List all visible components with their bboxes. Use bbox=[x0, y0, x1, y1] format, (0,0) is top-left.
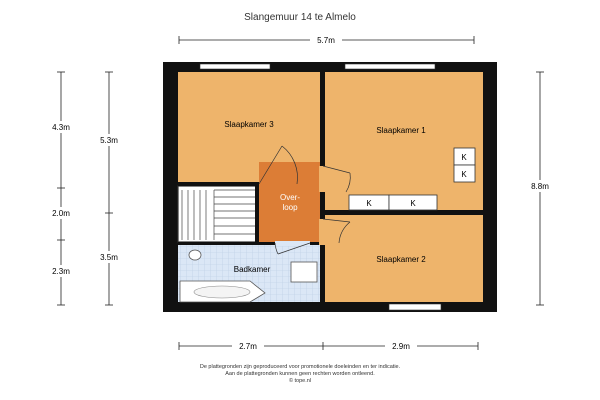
closet-label: K bbox=[366, 199, 372, 208]
dimension-left-inner-2: 3.5m bbox=[100, 253, 118, 262]
dimension-bottom-left-width: 2.7m bbox=[239, 342, 257, 351]
page-title: Slangemuur 14 te Almelo bbox=[244, 12, 356, 23]
toilet bbox=[189, 250, 201, 260]
room-label-slaapkamer-2: Slaapkamer 2 bbox=[376, 255, 426, 264]
disclaimer-line: Aan de plattegronden kunnen geen rechten worden ontleend. bbox=[225, 371, 375, 377]
dimension-left-outer-2: 2.0m bbox=[52, 209, 70, 218]
room-label-slaapkamer-1: Slaapkamer 1 bbox=[376, 126, 426, 135]
dimension-left-outer-1: 4.3m bbox=[52, 123, 70, 132]
dimension-bottom-right-width: 2.9m bbox=[392, 342, 410, 351]
stairwell-floor bbox=[178, 186, 257, 242]
closet-label: K bbox=[410, 199, 416, 208]
disclaimer-line: De plattegronden zijn geproduceerd voor promotionele doeleinden en ter indicatie. bbox=[199, 364, 401, 370]
room-label-badkamer: Badkamer bbox=[233, 265, 271, 274]
copyright-line: © tope.nl bbox=[288, 378, 312, 384]
disclaimer-footer bbox=[0, 364, 600, 385]
room-label-overloop: loop bbox=[282, 203, 298, 212]
room-overloop-floor bbox=[259, 162, 320, 242]
dimension-right-height: 8.8m bbox=[531, 182, 549, 191]
bathtub-basin bbox=[194, 286, 250, 298]
dimension-top-width: 5.7m bbox=[317, 36, 335, 45]
dimension-left-inner-1: 5.3m bbox=[100, 136, 118, 145]
closet-label: K bbox=[461, 153, 467, 162]
closet-label: K bbox=[461, 170, 467, 179]
sink bbox=[291, 262, 317, 282]
room-label-slaapkamer-3: Slaapkamer 3 bbox=[224, 120, 274, 129]
room-label-overloop: Over- bbox=[280, 193, 300, 202]
room-slaapkamer-1-floor bbox=[325, 72, 483, 210]
dimension-left-outer-3: 2.3m bbox=[52, 267, 70, 276]
